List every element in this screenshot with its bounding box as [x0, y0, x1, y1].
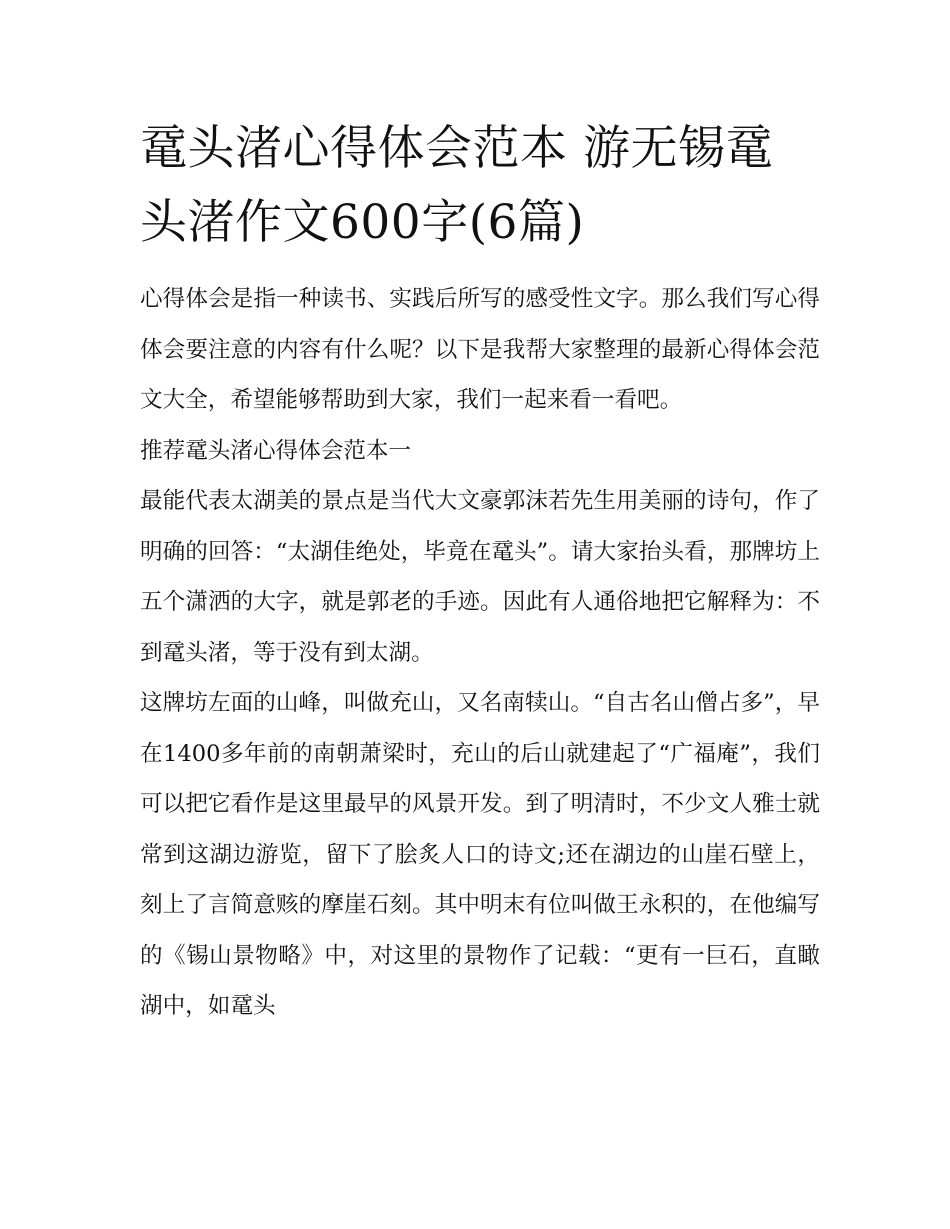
document-page [140, 112, 820, 1032]
body-paragraph-1: 最能代表太湖美的景点是当代大文豪郭沫若先生用美丽的诗句，作了明确的回答：“太湖佳绝处，毕竟在鼋头”。请大家抬头看，那牌坊上五个潇洒的大字，就是郭老的手迹。因此有人通俗地把它解释为：不到鼋头渚，等于没有到太湖。 [140, 488, 820, 666]
body-paragraph-2: 这牌坊左面的山峰，叫做充山，又名南犊山。“自古名山僧占多”，早在1400多年前的南朝萧梁时，充山的后山就建起了“广福庵”，我们可以把它看作是这里最早的风景开发。到了明清时，不少文人雅士就常到这湖边游览，留下了脍炙人口的诗文;还在湖边的山崖石壁上，刻上了言简意赅的摩崖石刻。其中明末有位叫做王永积的，在他编写的《锡山景物略》中，对这里的景物作了记载：“更有一巨石，直瞰湖中，如鼋头 [140, 690, 820, 1019]
section-heading: 推荐鼋头渚心得体会范本一 [140, 437, 412, 464]
intro-paragraph: 心得体会是指一种读书、实践后所写的感受性文字。那么我们写心得体会要注意的内容有什么呢？以下是我帮大家整理的最新心得体会范文大全，希望能够帮助到大家，我们一起来看一看吧。 [140, 286, 820, 413]
document-body [140, 274, 820, 1032]
document-title: 鼋头渚心得体会范本 游无锡鼋头渚作文600字(6篇) [140, 121, 773, 250]
